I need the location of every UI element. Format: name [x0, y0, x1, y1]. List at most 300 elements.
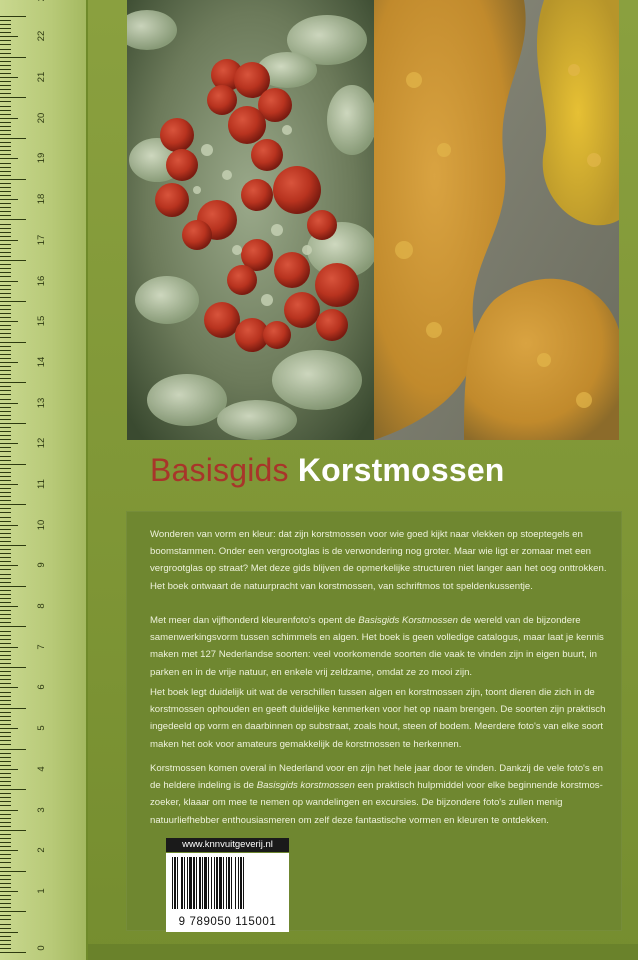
ruler-tick [0, 854, 11, 855]
ruler-number: 0 [36, 945, 47, 951]
ruler-tick [0, 744, 11, 745]
ruler-tick [0, 578, 11, 579]
ruler-tick [0, 110, 11, 111]
ruler-tick [0, 765, 11, 766]
ruler-tick [0, 260, 26, 261]
ruler-tick [0, 244, 11, 245]
ruler-tick [0, 907, 11, 908]
ruler-tick [0, 236, 11, 237]
ruler-tick [0, 590, 11, 591]
paragraph-text: Korstmossen komen overal in Nederland voor en zijn het hele jaar door te vinden. Dankzij de vele foto's en de heldere indeling is de [150, 763, 603, 792]
ruler-tick [0, 399, 11, 400]
ruler-tick [0, 77, 18, 78]
barcode-bar [235, 857, 236, 909]
ruler-tick [0, 456, 11, 457]
ruler-tick [0, 557, 11, 558]
ruler-tick [0, 769, 18, 770]
ruler-tick [0, 508, 11, 509]
ruler-tick [0, 256, 11, 257]
ruler-number: 3 [36, 806, 47, 813]
ruler-tick [0, 561, 11, 562]
ruler-tick [0, 276, 11, 277]
ruler-tick [0, 618, 11, 619]
ruler-tick [0, 374, 11, 375]
ruler-tick [0, 891, 18, 892]
ruler-number: 18 [36, 193, 47, 205]
publisher-url: www.knnvuitgeverij.nl [166, 838, 289, 852]
ruler-tick [0, 187, 11, 188]
ruler-tick [0, 887, 11, 888]
ruler-tick [0, 814, 11, 815]
ruler-tick [0, 805, 11, 806]
ruler-tick [0, 20, 11, 21]
ruler-tick [0, 626, 26, 627]
ruler-tick [0, 464, 26, 465]
ruler-tick [0, 317, 11, 318]
ruler-tick [0, 574, 11, 575]
ruler-tick [0, 598, 11, 599]
ruler-tick [0, 268, 11, 269]
ruler-tick [0, 834, 11, 835]
ruler-tick [0, 285, 11, 286]
ruler-tick [0, 565, 18, 566]
ruler-tick [0, 736, 11, 737]
ruler-tick [0, 614, 11, 615]
ruler-tick [0, 228, 11, 229]
ruler-tick [0, 651, 11, 652]
ruler-tick [0, 16, 26, 17]
ruler-tick [0, 224, 11, 225]
ruler-tick [0, 883, 11, 884]
ruler-tick [0, 158, 18, 159]
ruler-tick [0, 435, 11, 436]
ruler-tick [0, 663, 11, 664]
ruler-tick [0, 936, 11, 937]
ruler-tick [0, 724, 11, 725]
ruler-tick [0, 65, 11, 66]
ruler-tick [0, 484, 18, 485]
ruler-tick [0, 403, 18, 404]
ruler-tick [0, 325, 11, 326]
ruler-tick [0, 476, 11, 477]
ruler-tick [0, 639, 11, 640]
ruler-tick [0, 114, 11, 115]
title-part-basisgids: Basisgids [150, 452, 289, 488]
blurb-paragraph-1 [150, 526, 612, 595]
barcode-bar [174, 857, 176, 909]
ruler-tick [0, 411, 11, 412]
ruler-number: 7 [36, 644, 47, 650]
ruler-tick [0, 329, 11, 330]
paragraph-text: Met meer dan vijfhonderd kleurenfoto's opent de [150, 615, 359, 626]
isbn-number: 9 789050 115001 [168, 916, 287, 928]
ruler-tick [0, 867, 11, 868]
blurb-paragraph-2 [150, 612, 612, 681]
ruler-number: 2 [36, 847, 47, 853]
ruler-tick [0, 696, 11, 697]
barcode-bar [211, 857, 212, 909]
ruler-tick [0, 321, 18, 322]
ruler-tick [0, 525, 18, 526]
ruler-tick [0, 496, 11, 497]
ruler-tick [0, 163, 11, 164]
barcode-bar [187, 857, 188, 909]
book-title [150, 452, 600, 489]
ruler-tick [0, 313, 11, 314]
ruler-tick [0, 822, 11, 823]
ruler-number: 19 [36, 153, 47, 164]
ruler-tick [0, 712, 11, 713]
ruler-tick [0, 40, 11, 41]
ruler-tick [0, 346, 11, 347]
ruler-tick [0, 480, 11, 481]
paragraph-text: de wereld van de bijzondere samenwerkingsvorm tussen schimmels en algen. Het boek is geen volledige catalogus, maar laat je kennis maken met 127 Nederlandse soorten: veel voorkomende soorten die vaak te vinden zijn in eigen buurt, in parken en in de vrije natuur, en enkele vrij zeldzame, omdat ze zo mooi zijn. [150, 615, 604, 678]
ruler-tick [0, 785, 11, 786]
ruler-tick [0, 36, 18, 37]
ruler-number: 1 [36, 888, 47, 894]
ruler-tick [0, 337, 11, 338]
ruler-tick [0, 248, 11, 249]
ruler-tick [0, 948, 11, 949]
ruler-tick [0, 203, 11, 204]
ruler-tick [0, 512, 11, 513]
ruler-tick [0, 895, 11, 896]
barcode-bar [243, 857, 244, 909]
ruler-tick [0, 858, 11, 859]
ruler-tick [0, 492, 11, 493]
ruler-tick [0, 460, 11, 461]
barcode-bar [204, 857, 207, 909]
ruler-tick [0, 879, 11, 880]
ruler-number: 9 [36, 562, 47, 569]
ruler-tick [0, 659, 11, 660]
ruler-tick [0, 667, 26, 668]
ruler-tick [0, 122, 11, 123]
ruler-tick [0, 899, 11, 900]
barcode-bar [181, 857, 183, 909]
ruler-tick [0, 195, 11, 196]
barcode-bar [189, 857, 192, 909]
ruler-tick [0, 106, 11, 107]
ruler-tick [0, 199, 18, 200]
ruler-tick [0, 378, 11, 379]
ruler-tick [0, 293, 11, 294]
ruler-tick [0, 549, 11, 550]
ruler-tick [0, 720, 11, 721]
ruler-tick [0, 862, 11, 863]
ruler-tick [0, 309, 11, 310]
ruler-number: 22 [36, 31, 47, 42]
ruler-tick [0, 500, 11, 501]
ruler-tick [0, 24, 11, 25]
ruler-tick [0, 443, 18, 444]
ruler-tick [0, 944, 11, 945]
book-title-italic: Basisgids korstmossen [256, 780, 355, 792]
ruler-tick [0, 472, 11, 473]
ruler-tick [0, 781, 11, 782]
ruler-tick [0, 407, 11, 408]
ruler-number: 8 [36, 603, 47, 609]
ruler-tick [0, 826, 11, 827]
ruler-tick [0, 529, 11, 530]
ruler-tick [0, 57, 26, 58]
ruler-tick [0, 358, 11, 359]
barcode-bar [219, 857, 222, 909]
ruler-tick [0, 582, 11, 583]
ruler-tick [0, 207, 11, 208]
ruler-tick [0, 154, 11, 155]
ruler-tick [0, 842, 11, 843]
blurb-paragraph-4 [150, 760, 612, 829]
barcode-bar [202, 857, 203, 909]
photo-orange-lichen [374, 0, 619, 440]
ruler-tick [0, 354, 11, 355]
ruler-tick [0, 81, 11, 82]
ruler-tick [0, 838, 11, 839]
ruler-tick [0, 32, 11, 33]
ruler-tick [0, 683, 11, 684]
ruler-tick [0, 419, 11, 420]
paragraph-text: Wonderen van vorm en kleur: dat zijn korstmossen voor wie goed kijkt naar vlekken op stoeptegels en boomstammen. Onder een vergrootglas is de verwondering nog groter. Maar wie ligt er zomaar met een vergrootglas op straat? Met deze gids blijven de opmerkelijke structuren niet langer aan het oog onttrokken. Het boek ontwaart de natuurpracht van korstmossen, van schriftmos tot speldenkussentje. [150, 529, 607, 592]
ruler-tick [0, 610, 11, 611]
book-title-italic: Basisgids Korstmossen [358, 615, 458, 626]
barcode-bar [223, 857, 224, 909]
ruler-tick [0, 126, 11, 127]
ruler-tick [0, 333, 11, 334]
ruler-tick [0, 142, 11, 143]
bottom-strip [88, 944, 638, 960]
ruler-tick [0, 728, 18, 729]
ruler-tick [0, 789, 26, 790]
ruler-tick [0, 61, 11, 62]
ruler-tick [0, 541, 11, 542]
ruler-number: 15 [36, 315, 47, 327]
ruler-tick [0, 468, 11, 469]
barcode-bar [214, 857, 215, 909]
ruler-tick [0, 171, 11, 172]
ruler-tick [0, 932, 18, 933]
title-part-korstmossen: Korstmossen [297, 452, 505, 488]
ruler-number: 17 [36, 234, 47, 246]
ruler-tick [0, 521, 11, 522]
ruler-tick [0, 415, 11, 416]
ruler-tick [0, 390, 11, 391]
ruler-tick [0, 749, 26, 750]
ruler-tick [0, 272, 11, 273]
ruler-tick [0, 219, 26, 220]
ruler-number: 6 [36, 684, 47, 691]
barcode-bar [240, 857, 242, 909]
ruler-tick [0, 740, 11, 741]
blurb-paragraph-3 [150, 684, 612, 753]
ruler-tick [0, 687, 18, 688]
ruler-tick [0, 655, 11, 656]
ruler-tick [0, 586, 26, 587]
barcode-bar [216, 857, 218, 909]
ruler-tick [0, 191, 11, 192]
ruler-tick [0, 53, 11, 54]
ruler-tick [0, 101, 11, 102]
ruler-tick [0, 801, 11, 802]
ruler-tick [0, 647, 18, 648]
ruler-tick [0, 305, 11, 306]
ruler-tick [0, 692, 11, 693]
ruler-number: 12 [36, 438, 47, 449]
ruler-tick [0, 606, 18, 607]
ruler-tick [0, 830, 26, 831]
ruler-tick [0, 793, 11, 794]
ruler-number: 10 [36, 519, 47, 530]
ruler-tick [0, 281, 18, 282]
ruler-tick [0, 85, 11, 86]
ruler-tick [0, 700, 11, 701]
ruler-tick [0, 777, 11, 778]
ruler-tick [0, 753, 11, 754]
ruler-tick [0, 69, 11, 70]
ruler-tick [0, 732, 11, 733]
ruler-tick [0, 928, 11, 929]
ruler-tick [0, 533, 11, 534]
ruler-tick [0, 757, 11, 758]
ruler-tick [0, 138, 26, 139]
ruler-tick [0, 846, 11, 847]
barcode-bar [226, 857, 227, 909]
barcode-bar [238, 857, 239, 909]
ruler-tick [0, 134, 11, 135]
barcode-bar [172, 857, 173, 909]
ruler-tick [0, 797, 11, 798]
ruler-tick [0, 875, 11, 876]
ruler-tick [0, 545, 26, 546]
barcode-bar [208, 857, 209, 909]
ruler-tick [0, 761, 11, 762]
photo-red-lichen [127, 0, 374, 440]
ruler-tick [0, 903, 11, 904]
ruler-tick [0, 451, 11, 452]
barcode-bar [228, 857, 230, 909]
ruler-tick [0, 602, 11, 603]
ruler-tick [0, 97, 26, 98]
barcode-bar [199, 857, 201, 909]
ruler-tick [0, 675, 11, 676]
ruler-tick [0, 818, 11, 819]
ruler-tick [0, 93, 11, 94]
ruler-tick [0, 919, 11, 920]
ruler-number: 21 [36, 71, 47, 83]
ruler-tick [0, 167, 11, 168]
ruler-tick [0, 504, 26, 505]
ruler-tick [0, 594, 11, 595]
ruler-tick [0, 704, 11, 705]
ruler-tick [0, 301, 26, 302]
ruler-tick [0, 382, 26, 383]
ruler-tick [0, 179, 26, 180]
ruler-tick [0, 240, 18, 241]
ruler-tick [0, 370, 11, 371]
ruler-number: 11 [36, 479, 47, 489]
ruler-number: 16 [36, 275, 47, 286]
ruler-tick [0, 537, 11, 538]
ruler-number: 20 [36, 112, 47, 124]
ruler-tick [0, 810, 18, 811]
ruler-number: 4 [36, 766, 47, 772]
ruler-tick [0, 350, 11, 351]
ruler-tick [0, 28, 11, 29]
ruler-tick [0, 73, 11, 74]
barcode-bar [177, 857, 178, 909]
ruler-tick [0, 215, 11, 216]
ruler-tick [0, 342, 26, 343]
ruler-tick [0, 89, 11, 90]
ruler-tick [0, 183, 11, 184]
ruler-tick [0, 394, 11, 395]
ruler-tick [0, 146, 11, 147]
ruler-edge [86, 0, 88, 960]
paragraph-text: Het boek legt duidelijk uit wat de verschillen tussen algen en korstmossen zijn, toont dieren die zich in de korstmossen ophouden en geeft duidelijke kenmerken voor het op naam brengen. De soorten zijn praktisch ingedeeld op vorm en daarbinnen op substraat, zoals hout, steen of bodem. Meerdere foto's van elke soort maken het ook voor amateurs gemakkelijk de korstmossen te herkennen. [150, 687, 606, 750]
ruler-tick [0, 631, 11, 632]
ruler-tick [0, 264, 11, 265]
ruler-tick [0, 517, 11, 518]
ruler-tick [0, 871, 26, 872]
ruler-tick [0, 671, 11, 672]
ruler-tick [0, 297, 11, 298]
barcode-bar [196, 857, 197, 909]
ruler-tick [0, 488, 11, 489]
ruler [0, 0, 88, 960]
ruler-tick [0, 362, 18, 363]
ruler-tick [0, 366, 11, 367]
ruler-tick [0, 386, 11, 387]
ruler-tick [0, 130, 11, 131]
ruler-tick [0, 911, 26, 912]
ruler-tick [0, 118, 18, 119]
ruler-tick [0, 850, 18, 851]
ruler-tick [0, 431, 11, 432]
ruler-tick [0, 49, 11, 50]
paragraph-text: een praktisch hulpmiddel voor elke beginnende korstmos-zoeker, klaaar om mee te nemen op wandelingen en excursies. De bijzondere foto's zullen menig natuurliefhebber enthousiasmeren om zelf deze fantastische vormen en kleuren te ontdekken. [150, 780, 603, 826]
ruler-tick [0, 773, 11, 774]
ruler-tick [0, 289, 11, 290]
ruler-tick [0, 635, 11, 636]
ruler-tick [0, 44, 11, 45]
barcode-bar [231, 857, 232, 909]
ruler-tick [0, 952, 26, 953]
ruler-tick [0, 553, 11, 554]
ruler-tick [0, 211, 11, 212]
ruler-tick [0, 940, 11, 941]
ruler-number [37, 0, 47, 6]
ruler-tick [0, 427, 11, 428]
ruler-tick [0, 150, 11, 151]
ruler-tick [0, 439, 11, 440]
ruler-tick [0, 924, 11, 925]
ruler-tick [0, 643, 11, 644]
barcode-bar [184, 857, 185, 909]
ruler-tick [0, 679, 11, 680]
barcode-bar [193, 857, 195, 909]
ruler-number: 5 [36, 725, 47, 731]
ruler-tick [0, 423, 26, 424]
ruler-tick [0, 708, 26, 709]
ruler-tick [0, 716, 11, 717]
ruler-tick [0, 447, 11, 448]
ruler-number: 14 [36, 356, 47, 368]
ruler-tick [0, 252, 11, 253]
ruler-tick [0, 622, 11, 623]
ruler-tick [0, 175, 11, 176]
ruler-tick [0, 232, 11, 233]
ruler-tick [0, 569, 11, 570]
